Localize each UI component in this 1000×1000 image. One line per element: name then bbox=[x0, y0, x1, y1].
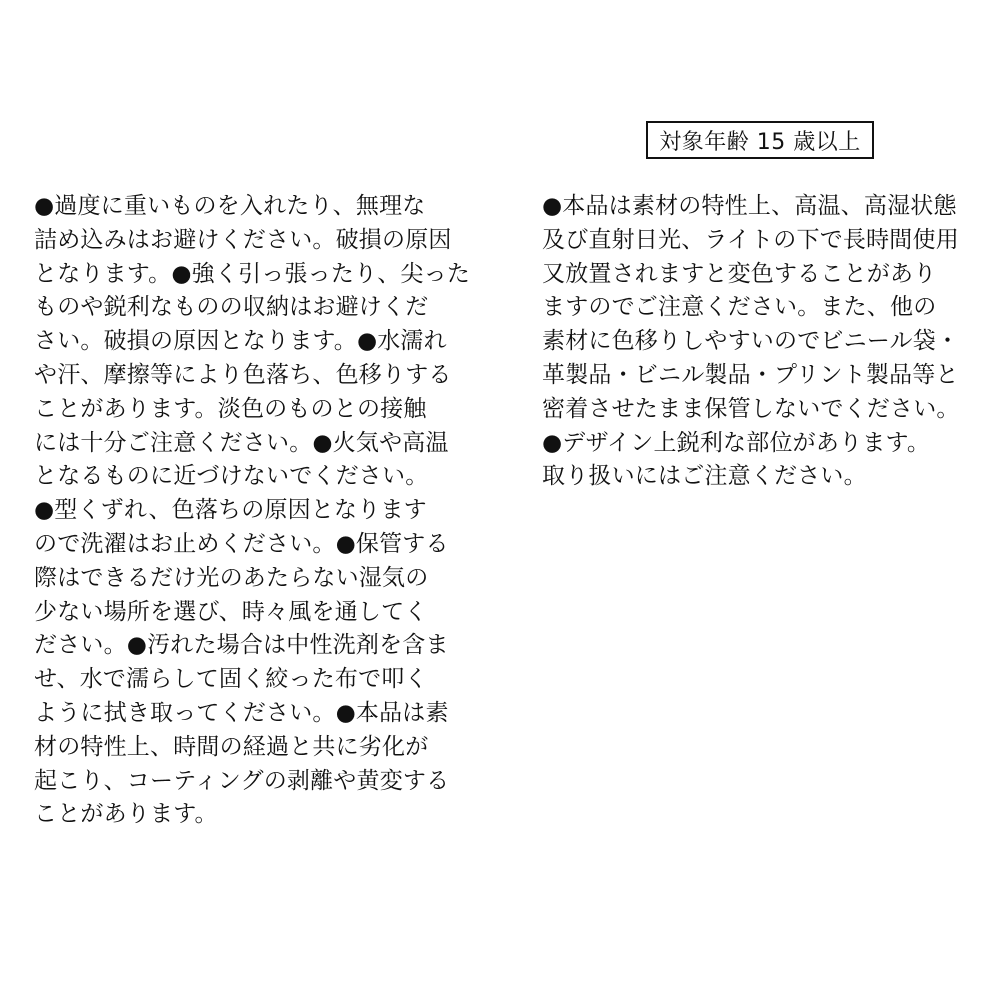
age-rating-label: 対象年齢 15 歳以上 bbox=[659, 129, 861, 155]
text-line: ので洗濯はお止めください。●保管する bbox=[34, 530, 449, 557]
text-line: ●型くずれ、色落ちの原因となります bbox=[34, 497, 427, 524]
text-line: となります。●強く引っ張ったり、尖った bbox=[34, 260, 471, 287]
text-line: せ、水で濡らして固く絞った布で叩く bbox=[34, 666, 428, 693]
text-line: ように拭き取ってください。●本品は素 bbox=[34, 699, 449, 726]
text-line: ことがあります。 bbox=[34, 801, 218, 828]
text-line: ●本品は素材の特性上、高温、高湿状態 bbox=[542, 193, 957, 219]
text-line: ものや鋭利なものの収納はお避けくだ bbox=[34, 294, 429, 321]
text-line: 又放置されますと変色することがあり bbox=[542, 260, 937, 287]
text-line: 取り扱いにはご注意ください。 bbox=[542, 463, 867, 490]
text-line: や汗、摩擦等により色落ち、色移りする bbox=[34, 361, 452, 388]
care-notes-left-column bbox=[34, 190, 474, 832]
text-line: 起こり、コーティングの剥離や黄変する bbox=[34, 767, 450, 794]
text-line: 少ない場所を選び、時々風を通してく bbox=[34, 598, 428, 625]
care-notes-right-column bbox=[542, 190, 982, 494]
text-line: ださい。●汚れた場合は中性洗剤を含ま bbox=[34, 632, 449, 659]
text-line: さい。破損の原因となります。●水濡れ bbox=[34, 328, 447, 355]
text-line: 革製品・ビニル製品・プリント製品等と bbox=[542, 361, 959, 388]
text-line: 詰め込みはお避けください。破損の原因 bbox=[34, 226, 452, 253]
text-line: 密着させたまま保管しないでください。 bbox=[542, 395, 960, 422]
text-line: ●デザイン上鋭利な部位があります。 bbox=[542, 429, 931, 456]
text-line: となるものに近づけないでください。 bbox=[34, 463, 429, 490]
age-rating-badge bbox=[646, 121, 874, 159]
text-line: 素材に色移りしやすいのでビニール袋・ bbox=[542, 328, 960, 355]
text-line: 及び直射日光、ライトの下で長時間使用 bbox=[542, 226, 959, 253]
text-line: 材の特性上、時間の経過と共に劣化が bbox=[34, 733, 429, 760]
text-line: ●過度に重いものを入れたり、無理な bbox=[34, 193, 426, 219]
text-line: ますのでご注意ください。また、他の bbox=[542, 294, 937, 321]
text-line: 際はできるだけ光のあたらない湿気の bbox=[34, 564, 429, 591]
text-line: には十分ご注意ください。●火気や高温 bbox=[34, 429, 449, 456]
text-line: ことがあります。淡色のものとの接触 bbox=[34, 395, 427, 422]
